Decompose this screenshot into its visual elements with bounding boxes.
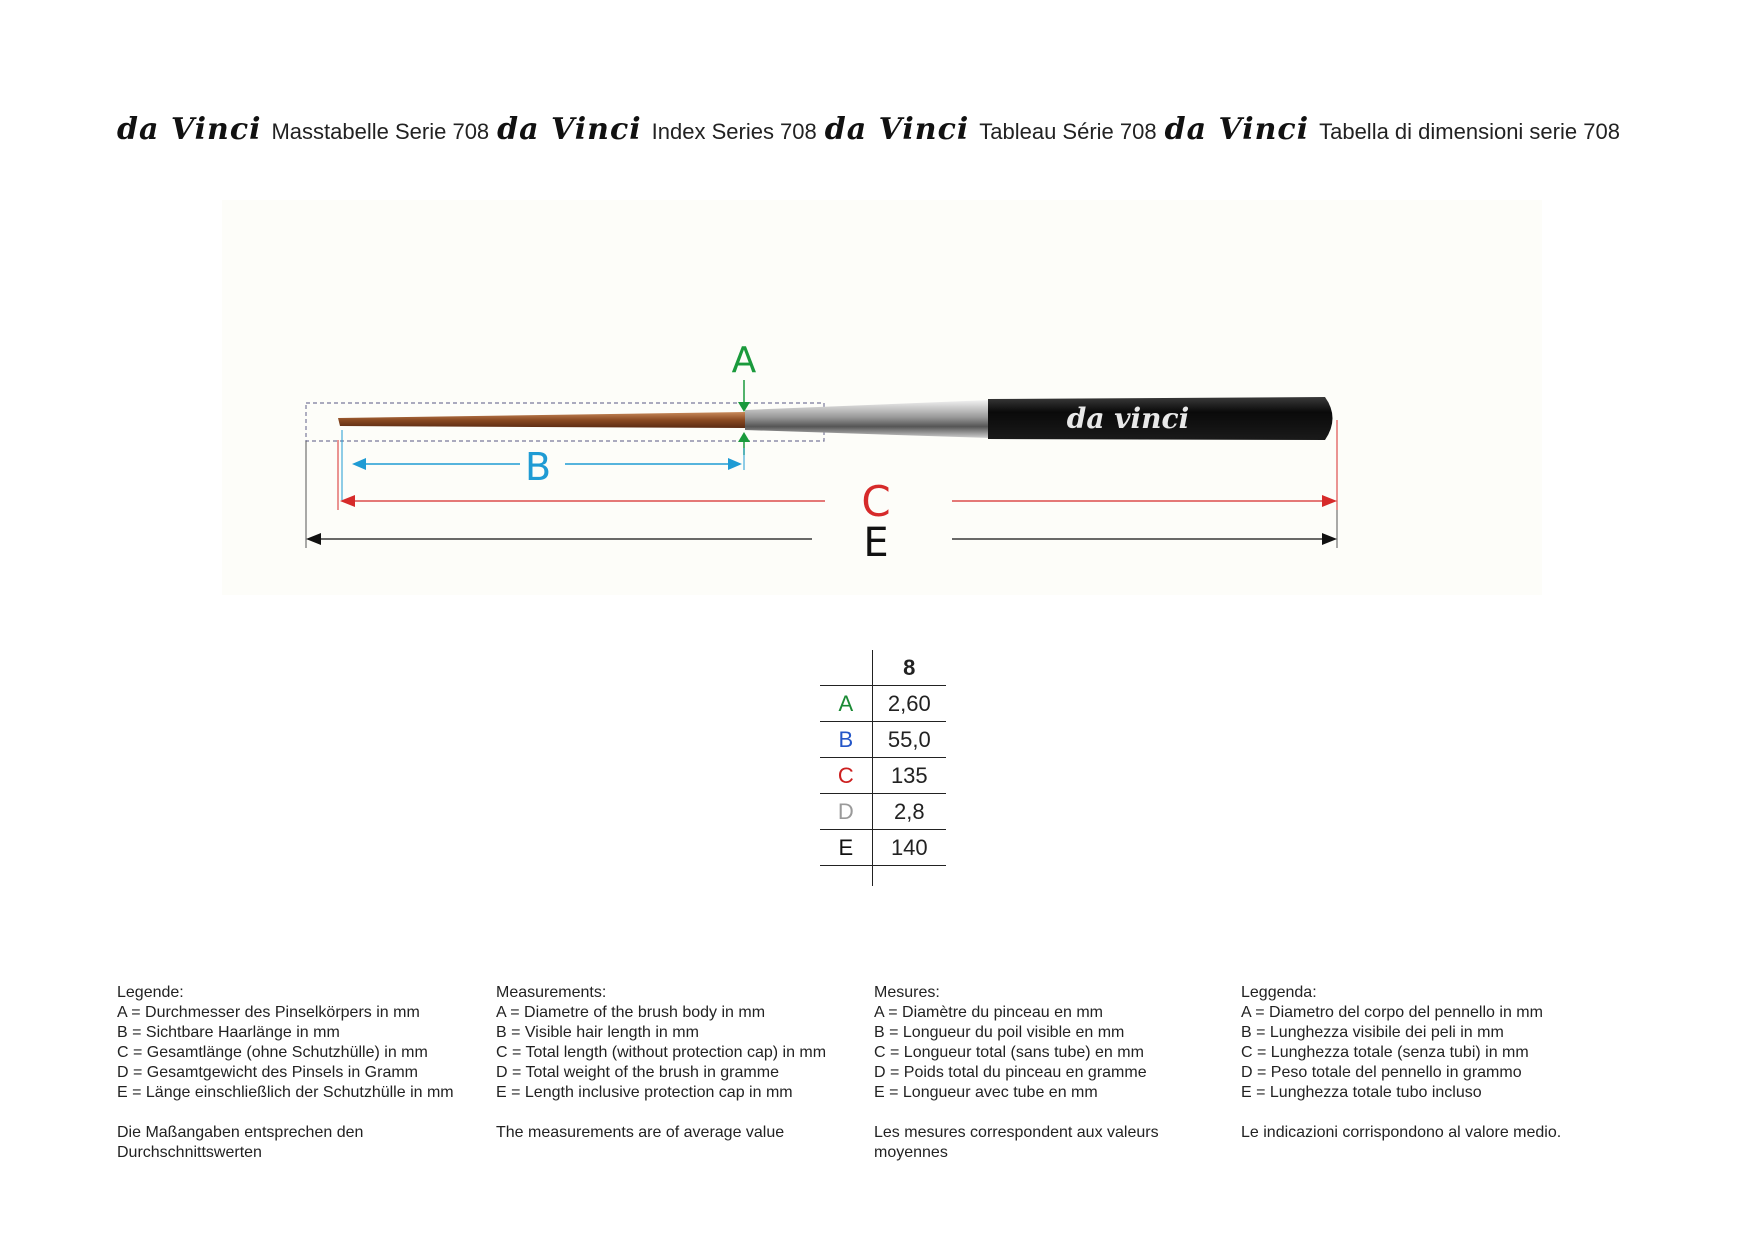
brand-logo: da Vinci <box>117 112 262 147</box>
legend-title: Measurements: <box>496 984 607 1001</box>
legend-line: A = Diametro del corpo del pennello in mm <box>1241 1004 1543 1021</box>
row-key: C <box>837 762 854 788</box>
legend-line: D = Peso totale del pennello in grammo <box>1241 1064 1522 1081</box>
legend-line: D = Poids total du pinceau en gramme <box>874 1064 1147 1081</box>
legend-line: E = Lunghezza totale tubo incluso <box>1241 1084 1482 1101</box>
legend-line: C = Gesamtlänge (ohne Schutzhülle) in mm <box>117 1044 428 1061</box>
brush-ferrule <box>745 400 990 438</box>
row-key: B <box>838 726 854 752</box>
table-row <box>820 686 946 722</box>
row-value: 2,60 <box>872 686 946 721</box>
legend-note: The measurements are of average value <box>496 1124 785 1141</box>
legend-line: B = Longueur du poil visible en mm <box>874 1024 1125 1041</box>
title-fr: Tableau Série 708 <box>979 119 1157 144</box>
legend-fr <box>874 983 1159 1163</box>
legend-note: Die Maßangaben entsprechen den Durchschnittswerten <box>117 1124 364 1161</box>
legend-line: D = Gesamtgewicht des Pinsels in Gramm <box>117 1064 418 1081</box>
title-en: Index Series 708 <box>651 119 817 144</box>
table-row <box>820 830 946 866</box>
row-key: A <box>838 690 854 716</box>
b-left-arrow <box>352 458 366 470</box>
legend-it <box>1241 983 1561 1143</box>
legend-line: C = Total length (without protection cap) in mm <box>496 1044 827 1061</box>
title-de: Masstabelle Serie 708 <box>271 119 490 144</box>
table-row <box>820 758 946 794</box>
brand-logo: da Vinci <box>497 112 642 147</box>
table-row <box>820 722 946 758</box>
legend-line: B = Sichtbare Haarlänge in mm <box>117 1024 340 1041</box>
label-c: C <box>861 477 891 526</box>
legend-line: B = Lunghezza visibile dei peli in mm <box>1241 1024 1504 1041</box>
a-bottom-arrow <box>738 432 750 442</box>
legend-de <box>117 983 454 1163</box>
legend-line: C = Lunghezza totale (senza tubi) in mm <box>1241 1044 1529 1061</box>
size-header: 8 <box>872 650 946 685</box>
label-b: B <box>524 445 552 489</box>
legend-line: A = Diamètre du pinceau en mm <box>874 1004 1104 1021</box>
row-value: 2,8 <box>872 794 946 829</box>
legend-line: E = Length inclusive protection cap in mm <box>496 1084 793 1101</box>
brand-logo: da Vinci <box>1164 112 1310 147</box>
row-value: 55,0 <box>872 722 946 757</box>
legend-line: E = Länge einschließlich der Schutzhülle in mm <box>117 1084 454 1101</box>
legend-en <box>496 983 826 1143</box>
legend-note: Le indicazioni corrispondono al valore medio. <box>1241 1124 1562 1141</box>
row-value: 140 <box>872 830 946 865</box>
b-right-arrow <box>728 458 742 470</box>
label-a: A <box>731 340 757 381</box>
legend-line: A = Durchmesser des Pinselkörpers in mm <box>117 1004 420 1021</box>
legend-note: Les mesures correspondent aux valeurs moyennes <box>874 1124 1159 1161</box>
legend-line: E = Longueur avec tube en mm <box>874 1084 1098 1101</box>
legend-line: B = Visible hair length in mm <box>496 1024 699 1041</box>
title-it: Tabella di dimensioni serie 708 <box>1319 119 1620 144</box>
measurement-table <box>820 650 946 886</box>
table-row <box>820 794 946 830</box>
legend-title: Mesures: <box>874 984 940 1001</box>
handle-logo: da vinci <box>1066 402 1190 435</box>
c-right-arrow <box>1322 495 1337 507</box>
row-value: 135 <box>872 758 946 793</box>
row-key: D <box>837 798 854 824</box>
legend-title: Legende: <box>117 984 184 1001</box>
table-spacer-row <box>820 866 946 886</box>
brush-hair <box>338 412 745 428</box>
legend-line: A = Diametre of the brush body in mm <box>496 1004 766 1021</box>
e-left-arrow <box>306 533 321 545</box>
legend-title: Leggenda: <box>1241 984 1317 1001</box>
row-key: E <box>838 834 854 860</box>
e-right-arrow <box>1322 533 1337 545</box>
label-e: E <box>863 520 889 566</box>
brand-logo: da Vinci <box>824 112 970 147</box>
legend-line: C = Longueur total (sans tube) en mm <box>874 1044 1144 1061</box>
legend-line: D = Total weight of the brush in gramme <box>496 1064 779 1081</box>
table-header-row <box>820 650 946 686</box>
